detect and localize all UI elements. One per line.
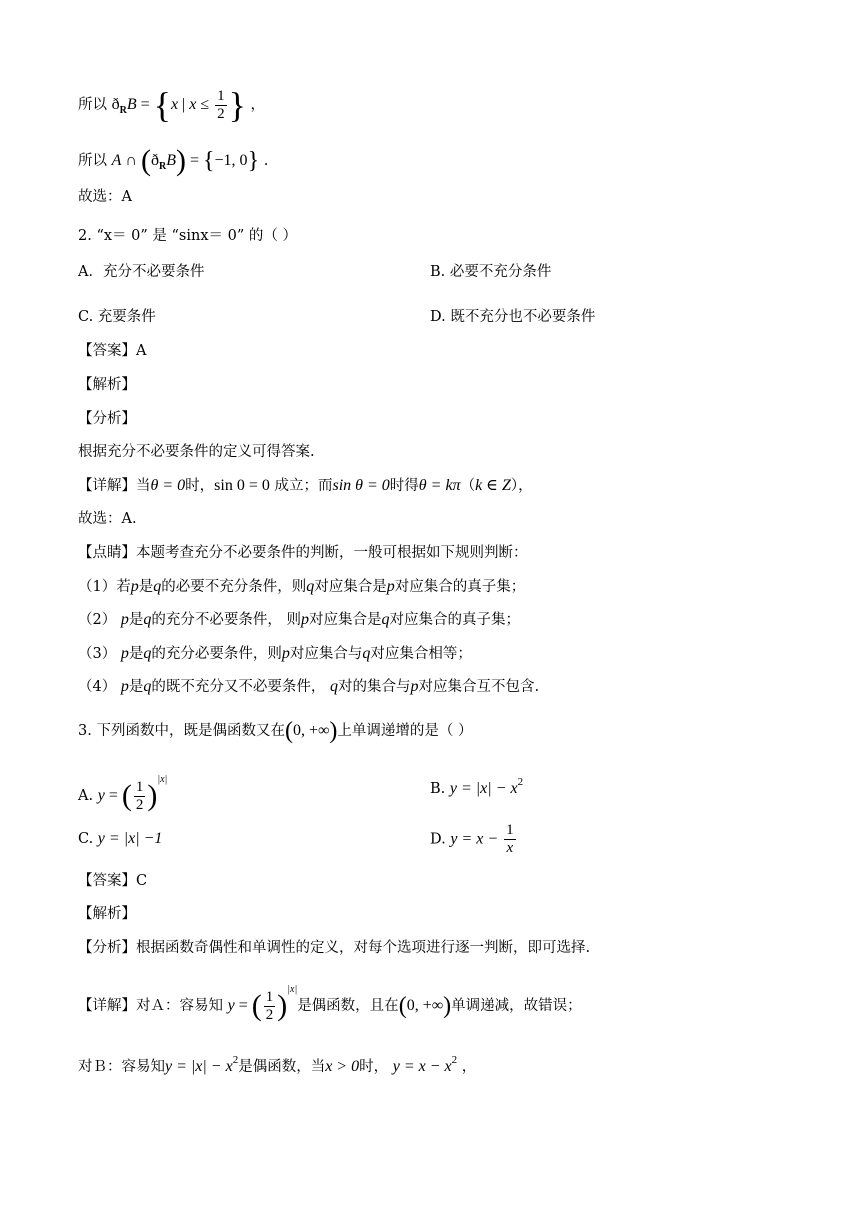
left-brace: {: [203, 148, 215, 174]
text: ，: [457, 1059, 477, 1075]
var-y: y: [97, 787, 105, 804]
bar: |: [178, 96, 190, 113]
var-q: q: [143, 645, 152, 662]
text: 时，: [185, 478, 215, 494]
text: 的必要不充分条件，则: [161, 579, 307, 595]
var-p: p: [120, 611, 129, 628]
set-a: A: [111, 152, 122, 169]
cap: ∩: [121, 152, 141, 169]
real-set-symbol: R: [119, 105, 127, 116]
q2-note: 【点睛】本题考查充分不必要条件的判断，一般可根据如下规则判断：: [78, 545, 528, 561]
numerator: 1: [506, 822, 514, 838]
left-paren: (: [121, 779, 132, 812]
math: θ = 0: [150, 477, 186, 494]
text: 的充分必要条件，则: [151, 646, 282, 662]
var-p: p: [120, 678, 129, 695]
text: 是: [128, 646, 144, 662]
text: 是偶函数，当: [238, 1059, 326, 1075]
right-paren: ): [147, 779, 158, 812]
q2-choose: 故选：A.: [78, 511, 137, 527]
text: 【详解】对Ａ：容易知: [78, 998, 228, 1014]
fraction-half: [134, 779, 146, 814]
q2-analysis-sub: 【分析】: [78, 411, 136, 427]
q2-option-d: D. 既不充分也不必要条件: [430, 309, 596, 325]
interval: 0, +∞: [292, 722, 330, 739]
text: （1）若: [78, 579, 131, 595]
right-brace: }: [247, 148, 260, 174]
q2-option-b: B. 必要不充分条件: [430, 264, 552, 280]
text: 是: [128, 679, 144, 695]
option-label: A.: [78, 788, 98, 804]
denominator: 2: [217, 105, 225, 122]
complement-symbol: ð: [150, 152, 159, 169]
text: 对的集合与: [337, 679, 411, 695]
text: 所以: [78, 153, 112, 169]
left-paren: (: [284, 718, 293, 744]
equals: =: [234, 997, 252, 1014]
math: θ = kπ: [418, 477, 461, 494]
real-set-symbol: R: [158, 161, 167, 172]
left-brace: {: [153, 85, 171, 125]
q2-rule-2: [78, 610, 520, 630]
var-q: q: [362, 645, 371, 662]
text: 上单调递增的是（ ）: [337, 723, 473, 739]
text: ），: [510, 478, 533, 494]
line-complement-b: [78, 87, 265, 123]
left-paren: (: [398, 993, 407, 1019]
denominator: 2: [135, 796, 144, 813]
exponent: 2: [517, 776, 524, 788]
var-x: x: [189, 96, 197, 113]
text: 的充分不必要条件， 则: [151, 612, 301, 628]
math: sin 0 = 0: [214, 477, 270, 494]
text: 成立；而: [269, 478, 333, 494]
set-b: B: [126, 96, 137, 113]
var-q: q: [153, 578, 162, 595]
exponent: |x|: [287, 984, 298, 995]
option-label: D.: [430, 831, 451, 848]
q3-answer: 【答案】C: [78, 873, 148, 889]
q2-answer: 【答案】A: [78, 343, 147, 359]
right-paren: ): [443, 993, 452, 1019]
set-elements: −1, 0: [214, 152, 248, 169]
var-x: x: [170, 96, 179, 113]
q2-option-a: A．充分不必要条件: [78, 264, 205, 280]
text: 时得: [389, 478, 419, 494]
q3-detail-a: [78, 980, 582, 1024]
text: 【详解】当: [78, 478, 151, 494]
q2-analysis-text: 根据充分不必要条件的定义可得答案.: [78, 444, 315, 460]
text: 对应集合的真子集；: [389, 612, 520, 628]
q3-detail-b: [78, 1050, 476, 1077]
text: ，: [245, 97, 266, 113]
denominator: x: [506, 840, 514, 856]
var-q: q: [329, 678, 338, 695]
text: 对应集合是: [308, 612, 382, 628]
math: k ∈ Z: [475, 477, 511, 494]
right-paren: ): [329, 718, 338, 744]
var-q: q: [306, 578, 315, 595]
text: 是偶函数，且在: [297, 998, 399, 1014]
q2-rule-4: [78, 677, 539, 697]
option-label: C.: [78, 831, 98, 847]
text: 单调递减，故错误；: [451, 998, 582, 1014]
equals: =: [185, 152, 203, 169]
var-p: p: [386, 578, 395, 595]
text: （3）: [78, 646, 121, 662]
text: 对应集合相等；: [370, 646, 472, 662]
math: y = |x| − x: [449, 780, 518, 797]
q2-rule-1: [78, 577, 525, 597]
fraction-half: [215, 88, 227, 123]
text: 3. 下列函数中，既是偶函数又在: [78, 723, 285, 739]
text: （2）: [78, 612, 121, 628]
var-p: p: [281, 645, 290, 662]
var-p: p: [120, 645, 129, 662]
text: 对应集合互不包含.: [418, 679, 540, 695]
text: 是: [138, 579, 154, 595]
var-q: q: [381, 611, 390, 628]
left-paren: (: [140, 144, 151, 177]
q3-option-d: [430, 822, 518, 857]
text: 所以: [78, 97, 107, 113]
var-p: p: [300, 611, 309, 628]
q2-analysis-heading: 【解析】: [78, 377, 136, 393]
interval: 0, +∞: [406, 997, 444, 1014]
text: （4）: [78, 679, 121, 695]
math: y = |x| − x: [165, 1058, 233, 1075]
text: 对应集合与: [289, 646, 363, 662]
fraction-half: [264, 989, 276, 1024]
math: x > 0: [325, 1058, 360, 1075]
var-y: y: [227, 997, 235, 1014]
numerator: 1: [135, 778, 144, 795]
exponent: 2: [232, 1054, 239, 1066]
text: 的既不充分又不必要条件，: [151, 679, 330, 695]
le: ≤: [196, 96, 214, 113]
line-intersection: [78, 146, 268, 177]
math: y = |x| −1: [97, 830, 163, 847]
q3-option-c: [78, 829, 162, 849]
left-paren: (: [251, 989, 262, 1022]
equals: =: [136, 96, 154, 113]
text: （: [460, 478, 476, 494]
equals: =: [104, 787, 122, 804]
q3-analysis: 【分析】根据函数奇偶性和单调性的定义，对每个选项进行逐一判断，即可选择.: [78, 940, 591, 956]
var-p: p: [130, 578, 139, 595]
exponent: |x|: [157, 774, 168, 785]
text: .: [259, 153, 269, 169]
right-paren: ): [175, 144, 186, 177]
text: 时，: [359, 1059, 393, 1075]
q3-analysis-heading: 【解析】: [78, 906, 136, 922]
text: 对应集合的真子集；: [394, 579, 526, 595]
option-label: B.: [430, 781, 450, 797]
q3-option-a: [78, 770, 167, 814]
fraction-one-over-x: [504, 822, 516, 857]
text: 是: [128, 612, 144, 628]
question-2-stem: 2. “x＝ 0” 是 “sinx＝ 0” 的（ ）: [78, 228, 297, 244]
q2-option-c: C. 充要条件: [78, 309, 156, 325]
text: 对Ｂ：容易知: [78, 1059, 165, 1075]
var-q: q: [143, 611, 152, 628]
var-q: q: [143, 678, 152, 695]
right-paren: ): [277, 989, 288, 1022]
math: y = x − x: [392, 1058, 452, 1075]
numerator: 1: [265, 988, 274, 1005]
set-b: B: [166, 152, 176, 169]
q2-detail: [78, 476, 533, 496]
math: y = x −: [450, 830, 503, 848]
numerator: 1: [217, 87, 225, 104]
q2-rule-3: [78, 644, 472, 664]
question-3-stem: [78, 716, 473, 746]
q3-option-b: [430, 772, 523, 799]
right-brace: }: [228, 85, 246, 125]
math: sin θ = 0: [332, 477, 390, 494]
complement-symbol: ð: [111, 96, 120, 113]
denominator: 2: [265, 1006, 274, 1023]
exponent: 2: [451, 1054, 458, 1066]
var-p: p: [410, 678, 419, 695]
text: 对应集合是: [314, 579, 387, 595]
answer-line: 故选：A: [78, 189, 132, 205]
